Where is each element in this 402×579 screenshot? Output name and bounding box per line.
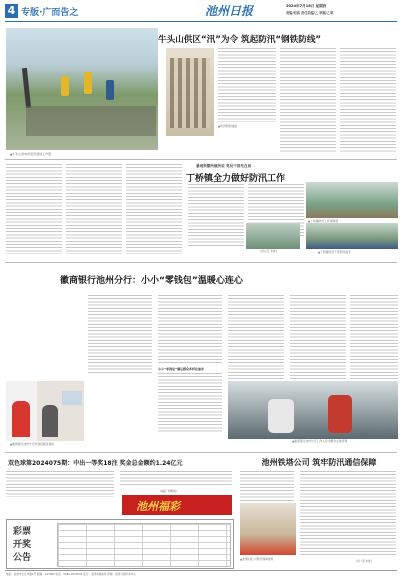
article-3-body-col4 — [290, 295, 346, 379]
article-3 — [0, 263, 402, 451]
lottery-box — [6, 519, 234, 569]
article-3-caption-right: ▲徽商银行池州分行工作人员为群众兑换零钱 — [292, 439, 348, 443]
article-2-kicker: 暴雨预警所做所说 党员干部先在岗 — [196, 164, 252, 168]
article-4-body-col2 — [300, 471, 396, 557]
page-number: 4 — [5, 4, 18, 18]
lottery-body-col1 — [6, 471, 114, 497]
article-2-body-col3 — [126, 164, 182, 254]
lottery-results-table — [57, 523, 231, 567]
article-4-photo — [240, 503, 296, 555]
article-4-body-col1 — [240, 471, 294, 501]
article-3-subheading: 小小“零钱包”满足群众多样化需求 — [158, 367, 204, 371]
lottery-logo-banner — [122, 495, 232, 515]
article-2-caption-a: ▲丁桥镇防汛工作现场照 — [308, 219, 339, 223]
article-4-byline: (何一新 朱彬) — [356, 560, 372, 563]
article-3-photo-left — [6, 381, 84, 441]
footer-rule — [5, 570, 397, 571]
lottery-section — [0, 453, 236, 569]
article-3-headline: 徽商银行池州分行：小小“零钱包”温暖心连心 — [60, 276, 243, 286]
article-1-photo — [6, 28, 158, 150]
article-3-photo-right — [228, 381, 398, 439]
article-2-photo-b-right — [306, 223, 398, 249]
article-4-headline: 池州铁塔公司 筑牢防汛通信保障 — [261, 458, 377, 467]
article-2-photo-b-left — [246, 223, 300, 249]
article-2 — [0, 160, 402, 260]
article-1-body-col3 — [340, 48, 396, 152]
article-4-caption: ▲池州铁塔公司防汛保障现场 — [240, 558, 274, 561]
article-2-body-col1 — [6, 164, 62, 254]
article-1-inset-caption: ▲防汛物资储备 — [218, 124, 237, 128]
article-3-body-col2b — [158, 373, 222, 433]
article-1-body-col1 — [218, 48, 276, 122]
article-3-byline: (汪恒) — [360, 432, 368, 436]
article-3-caption-left: ▲徽商银行池州分行零钱包服务现场 — [10, 442, 55, 446]
masthead — [0, 0, 402, 24]
article-1-headline: 牛头山供区“汛”为令 筑起防汛“钢铁防线” — [158, 35, 322, 45]
paper-logo: 池州日报 — [205, 4, 254, 18]
article-2-byline: (何小红 朱彬) — [260, 249, 278, 253]
article-1-body-col2 — [280, 48, 336, 152]
section-title: 专版·广而告之 — [21, 8, 79, 18]
article-4 — [236, 453, 402, 569]
date-line: 2024年7月18日 星期四 — [286, 4, 327, 8]
article-3-body-col1 — [88, 295, 152, 375]
footer-text: 地址：池州市长江中路1号 邮编：247000 电话：0566-2022000 发行：池州市邮政局 印刷：池州日报印务中心 — [6, 573, 136, 576]
article-3-body-col3 — [228, 295, 284, 379]
article-1 — [0, 24, 402, 158]
editor-line: 责编/何真 责任美编/乙 审稿/乙某 — [286, 11, 334, 15]
article-3-body-col5 — [350, 295, 398, 379]
lottery-logo-text: 池州福彩 — [136, 500, 180, 513]
masthead-rule — [5, 21, 397, 22]
lottery-byline: (福彩 刘明波) — [160, 489, 178, 493]
lottery-headline: 双色球第2024075期：中出一等奖18注 奖金总金额约1.24亿元 — [8, 460, 183, 467]
article-2-photo-a — [306, 182, 398, 218]
article-2-caption-b: ▲丁桥镇党员干部防汛值守 — [318, 250, 351, 254]
article-1-photo-caption: ▲牛头山供电所防汛现场工作照 — [10, 152, 52, 156]
article-3-body-col2 — [158, 295, 222, 365]
article-2-body-col4 — [188, 184, 244, 246]
lottery-body-col2 — [120, 471, 232, 485]
lottery-box-title: 彩票开奖公告 — [13, 527, 32, 563]
article-2-body-col2 — [66, 164, 122, 254]
article-2-headline: 丁桥镇全力做好防汛工作 — [186, 174, 286, 184]
article-1-inset-photo — [166, 48, 214, 136]
